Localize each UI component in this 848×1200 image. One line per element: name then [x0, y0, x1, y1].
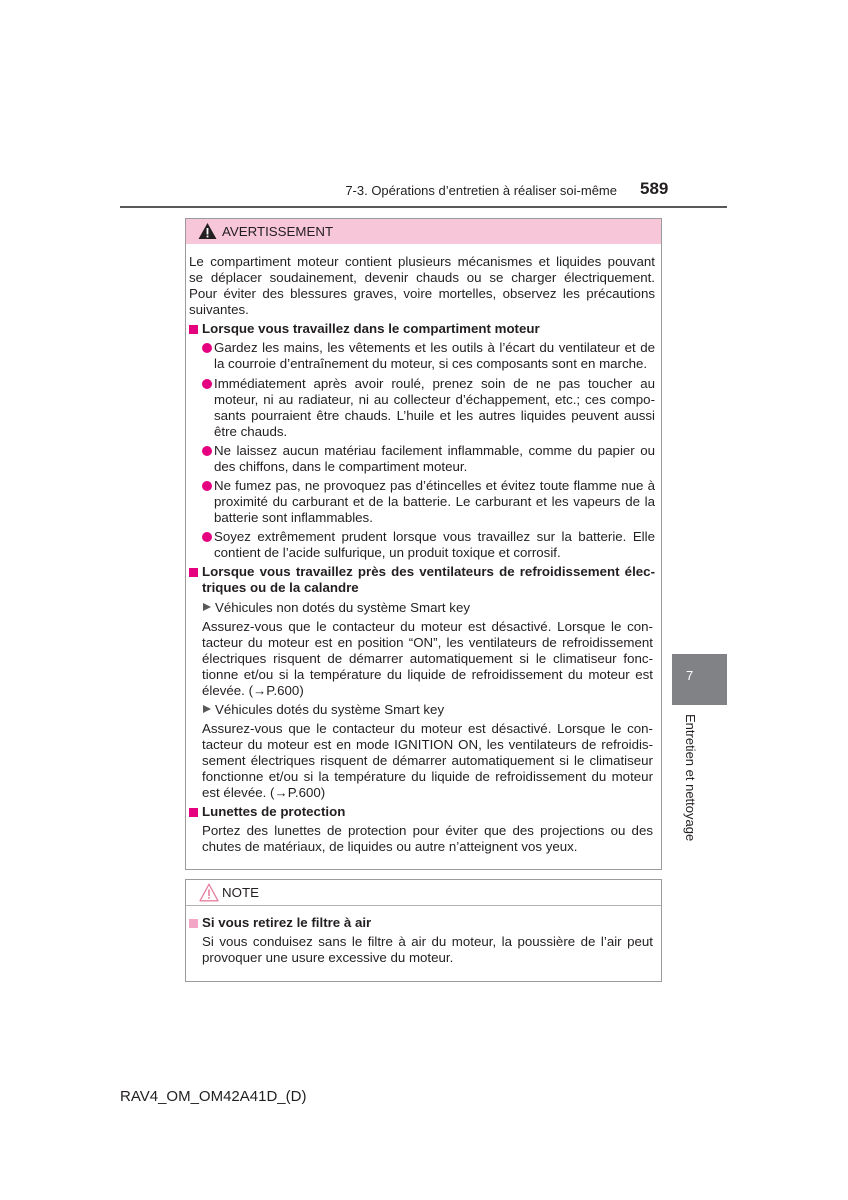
sub-item-label: [189, 702, 655, 718]
note-content: [189, 915, 655, 966]
text-line: Pour éviter des blessures graves, voire mortelles, observez les précautions: [189, 286, 655, 301]
text-line: la courroie d’entraînement du moteur, si ces composants sont en marche.: [214, 356, 648, 372]
circle-bullet-icon: [202, 532, 212, 542]
square-bullet-icon: [189, 325, 198, 334]
text-line: provoquer une usure excessive du moteur.: [202, 950, 454, 966]
text-line: tacteur du moteur est en mode IGNITION ON, les ventilateurs de refroidis-: [202, 737, 653, 753]
bullet-item: [189, 340, 655, 372]
sub-item-text: Véhicules non dotés du système Smart key: [215, 599, 470, 615]
text-line: Si vous conduisez sans le filtre à air du moteur, la poussière de l’air peut: [202, 934, 653, 950]
heading-text: Lunettes de protection: [202, 804, 346, 820]
paragraph: [189, 619, 655, 699]
heading-text: Lorsque vous travaillez dans le compartiment moteur: [202, 321, 540, 337]
circle-bullet-icon: [202, 343, 212, 353]
triangle-right-icon: [203, 705, 211, 713]
paragraph: [189, 721, 655, 801]
caution-triangle-icon: [199, 883, 219, 902]
text-line: Le compartiment moteur contient plusieurs mécanismes et liquides pouvant: [189, 254, 655, 269]
heading-text: Lorsque vous travaillez près des ventilateurs de refroidissement élec-: [202, 564, 655, 580]
warning-header: [186, 219, 661, 244]
text-line: tacteur du moteur est en position “ON”, les ventilateurs de refroidissement: [202, 634, 653, 650]
chapter-title: Entretien et nettoyage: [683, 714, 698, 842]
text-line: tionne et/ou si la température du liquide de refroidissement du moteur est: [202, 666, 653, 682]
warning-intro: [189, 254, 655, 318]
text-line: Assurez-vous que le contacteur du moteur est désactivé. Lorsque le con-: [202, 618, 653, 634]
text-line: chutes de matériaux, de liquides ou autre n’atteignent vos yeux.: [202, 839, 578, 855]
text-line: Immédiatement après avoir roulé, prenez soin de ne pas toucher au: [214, 375, 655, 391]
text-line: fonctionne et/ou si la température du liquide de refroidissement du moteur: [202, 769, 653, 785]
text-line: Ne fumez pas, ne provoquez pas d’étincelles et évitez toute flamme nue à: [214, 477, 655, 493]
note-title: NOTE: [222, 885, 259, 900]
circle-bullet-icon: [202, 481, 212, 491]
text-line: batterie sont inflammables.: [214, 509, 373, 525]
sub-item-text: Véhicules dotés du système Smart key: [215, 701, 445, 717]
paragraph: [189, 823, 655, 855]
chapter-number: 7: [686, 668, 694, 683]
document-code: RAV4_OM_OM42A41D_(D): [120, 1088, 307, 1105]
square-bullet-icon: [189, 919, 198, 928]
warning-title: AVERTISSEMENT: [222, 224, 334, 239]
chapter-tab: [672, 654, 727, 705]
text-line: élevée. (→P.600): [202, 682, 304, 698]
paragraph: [189, 934, 655, 966]
text-line: Ne laissez aucun matériau facilement inflammable, comme du papier ou: [214, 442, 655, 458]
text-line: des chiffons, dans le compartiment moteur.: [214, 458, 468, 474]
text-line: Assurez-vous que le contacteur du moteur est désactivé. Lorsque le con-: [202, 721, 653, 737]
section-heading: [189, 564, 655, 596]
warning-content: [189, 254, 655, 855]
square-bullet-icon: [189, 808, 198, 817]
text-line: suivantes.: [189, 302, 249, 317]
bullet-item: [189, 376, 655, 440]
text-line: proximité du carburant et de la batterie. Le carburant et les vapeurs de la: [214, 493, 655, 509]
text-line: moteur, ni au radiateur, ni au collecteur d’échappement, etc.; ces compo-: [214, 391, 655, 407]
text-line: sement électriques risquent de démarrer automatiquement si le climatiseur: [202, 753, 653, 769]
text-line: est élevée. (→P.600): [202, 785, 326, 801]
circle-bullet-icon: [202, 379, 212, 389]
text-line: sants pourraient être chauds. L’huile et les autres liquides peuvent aussi: [214, 407, 655, 423]
sub-item-label: [189, 600, 655, 616]
section-heading: [189, 321, 655, 337]
bullet-item: [189, 529, 655, 561]
section-heading: [189, 804, 655, 820]
warning-box: [185, 218, 662, 870]
circle-bullet-icon: [202, 446, 212, 456]
bullet-item: [189, 478, 655, 526]
heading-text: triques ou de la calandre: [202, 580, 359, 596]
text-line: contient de l’acide sulfurique, un produit toxique et corrosif.: [214, 545, 561, 561]
warning-triangle-icon: [198, 222, 218, 241]
heading-text: Si vous retirez le filtre à air: [202, 915, 372, 930]
note-header: [186, 880, 661, 906]
bullet-item: [189, 443, 655, 475]
text-line: se déplacer soudainement, devenir chauds ou se charger électriquement.: [189, 270, 655, 285]
text-line: Gardez les mains, les vêtements et les outils à l’écart du ventilateur et de: [214, 340, 655, 356]
page-number: 589: [640, 179, 669, 198]
text-line: Soyez extrêmement prudent lorsque vous travaillez sur la batterie. Elle: [214, 529, 655, 545]
header-rule: [120, 206, 727, 208]
section-heading: [189, 915, 655, 931]
text-line: être chauds.: [214, 423, 288, 439]
text-line: électriques risquent de démarrer automatiquement si le climatiseur fonc-: [202, 650, 653, 666]
square-bullet-icon: [189, 568, 198, 577]
triangle-right-icon: [203, 603, 211, 611]
text-line: Portez des lunettes de protection pour éviter que des projections ou des: [202, 823, 653, 839]
section-title: 7-3. Opérations d’entretien à réaliser soi-même: [345, 183, 617, 198]
note-box: [185, 879, 662, 982]
